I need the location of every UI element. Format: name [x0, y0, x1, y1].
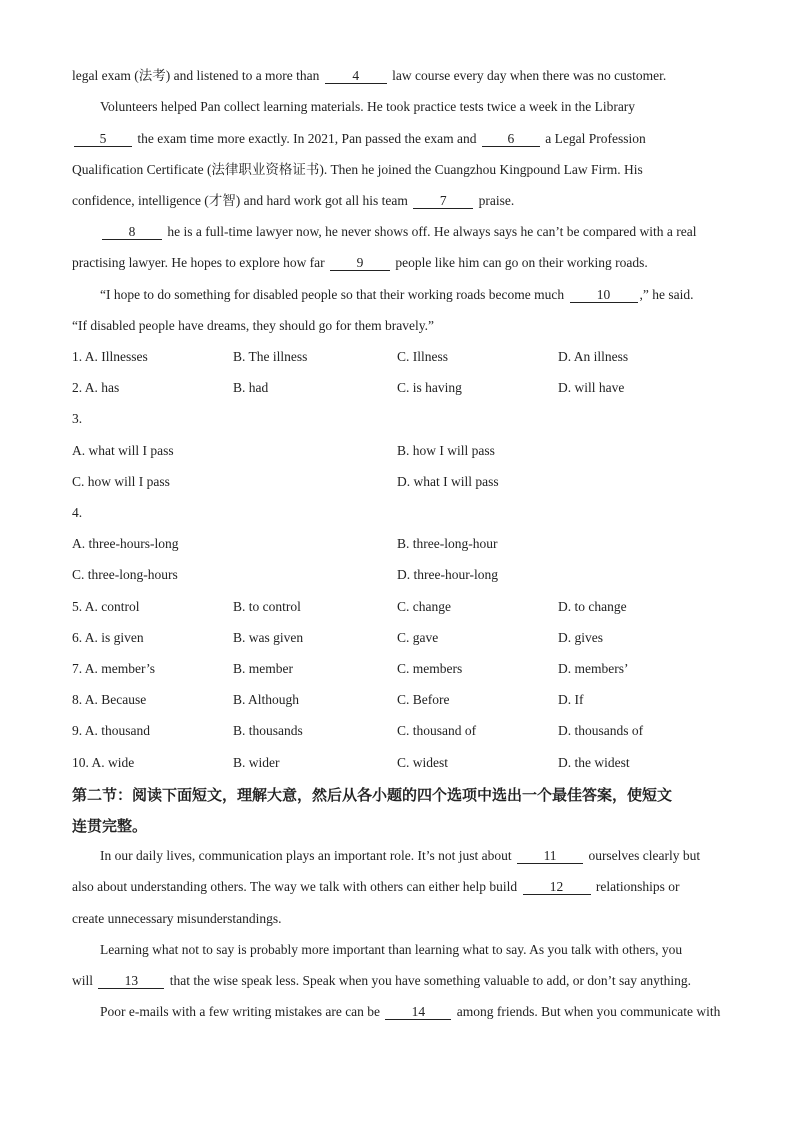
option-10a: 10. A. wide: [72, 755, 135, 770]
text: confidence, intelligence (才智) and hard work got all his team: [72, 193, 412, 208]
option-1a: 1. A. Illnesses: [72, 349, 148, 364]
blank-10: 10: [570, 287, 638, 303]
blank-6: 6: [482, 131, 540, 147]
passage-line: “If disabled people have dreams, they should go for them bravely.”: [72, 318, 435, 333]
option-9b: B. thousands: [233, 723, 303, 738]
blank-4: 4: [325, 68, 387, 84]
passage-line: [72, 254, 648, 272]
blank-7: 7: [413, 193, 473, 209]
option-3d: D. what I will pass: [397, 474, 499, 489]
option-6d: D. gives: [558, 630, 603, 645]
passage-line: [72, 192, 514, 210]
passage-line: [100, 223, 696, 241]
blank-8: 8: [102, 224, 162, 240]
passage-line: Volunteers helped Pan collect learning materials. He took practice tests twice a week in the Library: [100, 99, 636, 114]
passage-line: create unnecessary misunderstandings.: [72, 911, 282, 926]
option-4b: B. three-long-hour: [397, 536, 498, 551]
option-2a: 2. A. has: [72, 380, 120, 395]
option-1b: B. The illness: [233, 349, 308, 364]
option-9a: 9. A. thousand: [72, 723, 151, 738]
blank-11: 11: [517, 848, 583, 864]
blank-9: 9: [330, 255, 390, 271]
option-7c: C. members: [397, 661, 463, 676]
passage-line: [100, 847, 700, 865]
option-10d: D. the widest: [558, 755, 630, 770]
option-2b: B. had: [233, 380, 269, 395]
text: law course every day when there was no customer.: [388, 68, 667, 83]
option-6c: C. gave: [397, 630, 439, 645]
passage-line: [72, 972, 691, 990]
option-8a: 8. A. Because: [72, 692, 147, 707]
blank-12: 12: [523, 879, 591, 895]
option-1c: C. Illness: [397, 349, 449, 364]
passage-line: [100, 1003, 720, 1021]
text: will: [72, 973, 97, 988]
option-3c: C. how will I pass: [72, 474, 170, 489]
option-3a: A. what will I pass: [72, 443, 174, 458]
section-heading-cont: 连贯完整。: [72, 817, 148, 835]
passage-line: Qualification Certificate (法律职业资格证书). Then he joined the Cuangzhou Kingpound Law Firm. His: [72, 162, 643, 177]
text: ,” he said.: [639, 287, 694, 302]
text: that the wise speak less. Speak when you have something valuable to add, or don’t say anything.: [166, 973, 692, 988]
text: “I hope to do something for disabled people so that their working roads become much: [100, 287, 568, 302]
passage-line: [72, 67, 666, 85]
text: the exam time more exactly. In 2021, Pan passed the exam and: [134, 131, 480, 146]
passage-line: [72, 878, 680, 896]
option-5a: 5. A. control: [72, 599, 140, 614]
text: people like him can go on their working roads.: [392, 255, 648, 270]
option-6a: 6. A. is given: [72, 630, 144, 645]
option-7b: B. member: [233, 661, 293, 676]
option-8b: B. Although: [233, 692, 300, 707]
option-1d: D. An illness: [558, 349, 629, 364]
option-5d: D. to change: [558, 599, 627, 614]
option-4c: C. three-long-hours: [72, 567, 178, 582]
blank-13: 13: [98, 973, 164, 989]
passage-line: Learning what not to say is probably more important than learning what to say. As you talk with others, you: [100, 942, 683, 957]
option-10b: B. wider: [233, 755, 280, 770]
text: legal exam (法考) and listened to a more than: [72, 68, 323, 83]
blank-14: 14: [385, 1004, 451, 1020]
text: ourselves clearly but: [585, 848, 701, 863]
text: he is a full-time lawyer now, he never shows off. He always says he can’t be compared with a real: [164, 224, 697, 239]
option-8d: D. If: [558, 692, 584, 707]
text: also about understanding others. The way we talk with others can either help build: [72, 879, 521, 894]
option-3b: B. how I will pass: [397, 443, 495, 458]
option-6b: B. was given: [233, 630, 304, 645]
text: relationships or: [592, 879, 680, 894]
passage-line: [100, 286, 694, 304]
text: Poor e-mails with a few writing mistakes are can be: [100, 1004, 384, 1019]
option-9d: D. thousands of: [558, 723, 644, 738]
option-9c: C. thousand of: [397, 723, 477, 738]
option-8c: C. Before: [397, 692, 450, 707]
option-7a: 7. A. member’s: [72, 661, 155, 676]
option-2d: D. will have: [558, 380, 625, 395]
question-3-number: 3.: [72, 411, 83, 426]
option-5b: B. to control: [233, 599, 301, 614]
text: practising lawyer. He hopes to explore how far: [72, 255, 329, 270]
passage-line: [72, 130, 646, 148]
text: In our daily lives, communication plays an important role. It’s not just about: [100, 848, 516, 863]
section-heading: 第二节：阅读下面短文，理解大意，然后从各小题的四个选项中选出一个最佳答案，使短文: [72, 786, 673, 804]
text: among friends. But when you communicate with: [453, 1004, 721, 1019]
blank-5: 5: [74, 131, 132, 147]
option-5c: C. change: [397, 599, 451, 614]
text: praise.: [475, 193, 515, 208]
option-2c: C. is having: [397, 380, 462, 395]
option-10c: C. widest: [397, 755, 449, 770]
question-4-number: 4.: [72, 505, 83, 520]
option-7d: D. members’: [558, 661, 629, 676]
option-4a: A. three-hours-long: [72, 536, 179, 551]
option-4d: D. three-hour-long: [397, 567, 498, 582]
text: a Legal Profession: [541, 131, 646, 146]
